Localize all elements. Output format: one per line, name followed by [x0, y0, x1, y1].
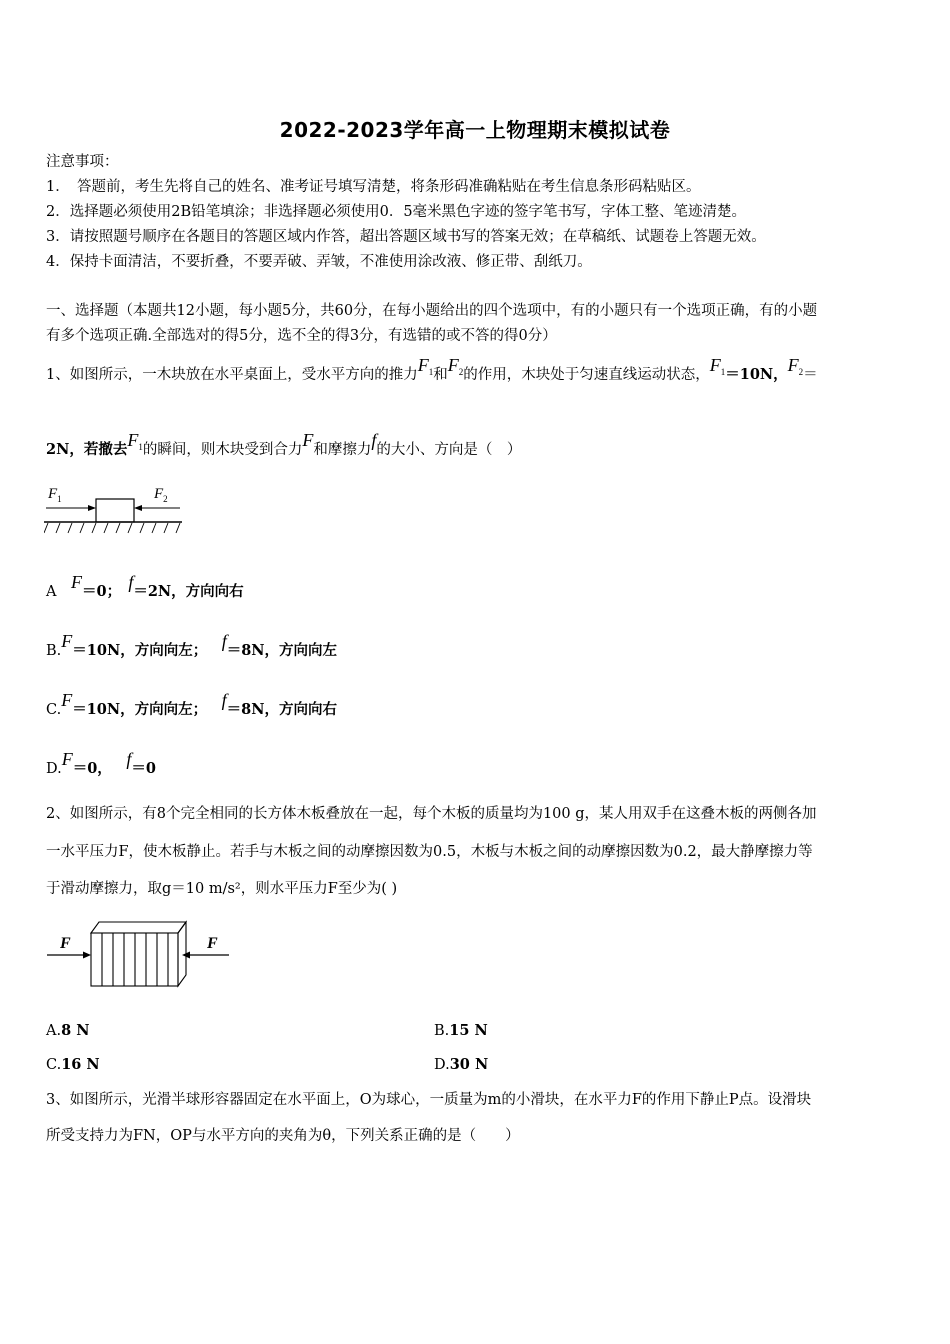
q3-stem-line2: 所受支持力为FN，OP与水平方向的夹角为θ，下列关系正确的是（ ） [46, 1128, 520, 1144]
section-heading-line1: 一、选择题（本题共12小题，每小题5分，共60分，在每小题给出的四个选项中，有的小题只有一个选项正确，有的小题 [46, 303, 818, 319]
var-f: f [126, 749, 132, 769]
var-f: f [371, 430, 377, 450]
q1-stem-line1: 1、如图所示，一木块放在水平桌面上，受水平方向的推力$F_1$和$F_2$的作用，木块处于匀速直线运动状态，$F_1=10N$，$F_2=$ [46, 355, 818, 383]
var-F2: $F_2$ [447, 355, 464, 377]
var-F: F [61, 749, 73, 769]
notice-item-2: 2．选择题必须使用2B铅笔填涂；非选择题必须使用0．5毫米黑色字迹的签字笔书写，字体工整、笔迹清楚。 [46, 204, 747, 220]
q2-stem-line1: 2、如图所示，有8个完全相同的长方体木板叠放在一起，每个木板的质量均为100 g，某人用双手在这叠木板的两侧各加 [46, 806, 817, 822]
fig-label-F2: $F_2$ [154, 486, 168, 504]
q2-option-c[interactable]: C.16 N [46, 1056, 100, 1073]
var-F: F [61, 631, 73, 651]
var-F2: $F_2$ [787, 355, 804, 377]
wood-block [96, 499, 134, 522]
page-title: 2022-2023学年高一上物理期末模拟试卷 [279, 118, 671, 142]
q1-option-d[interactable]: D.F＝0， f＝0 [46, 749, 156, 777]
section-heading-line2: 有多个选项正确.全部选对的得5分，选不全的得3分，有选错的或不答的得0分） [46, 328, 557, 344]
q2-stem-line3: 于滑动摩擦力，取g＝10 m/s²，则水平压力F至少为( ) [46, 881, 398, 897]
q2-boards-figure [44, 918, 234, 990]
q1-option-c[interactable]: C.F＝10N，方向向左； f＝8N，方向向右 [46, 690, 337, 718]
notice-item-4: 4．保持卡面清洁，不要折叠，不要弄破、弄皱，不准使用涂改液、修正带、刮纸刀。 [46, 254, 592, 270]
var-f: f [128, 572, 134, 592]
q2-option-b[interactable]: B.15 N [434, 1022, 488, 1039]
notice-heading: 注意事项： [46, 154, 119, 170]
fig-label-F1: $F_1$ [48, 486, 62, 504]
var-F: F [302, 430, 314, 450]
ground-hatching [44, 523, 180, 533]
q2-option-a[interactable]: A.8 N [46, 1022, 90, 1039]
var-f: f [221, 631, 227, 651]
q2-option-d[interactable]: D.30 N [434, 1056, 489, 1073]
fig-label-F-right: F [207, 935, 218, 952]
q1-block-figure [44, 483, 194, 539]
q1-option-a[interactable]: A F＝0； f＝2N，方向向右 [46, 572, 244, 600]
board-stack [91, 922, 186, 986]
notice-item-1: 1． 答题前，考生先将自己的姓名、准考证号填写清楚，将条形码准确粘贴在考生信息条形码粘贴区。 [46, 179, 701, 195]
fig-label-F-left: F [60, 935, 71, 952]
q2-stem-line2: 一水平压力F，使木板静止。若手与木板之间的动摩擦因数为0.5，木板与木板之间的动摩擦因数为0.2，最大静摩擦力等 [46, 844, 813, 860]
q3-stem-line1: 3、如图所示，光滑半球形容器固定在水平面上，O为球心，一质量为m的小滑块，在水平力F的作用下静止P点。设滑块 [46, 1092, 812, 1108]
var-F1: $F_1$ [127, 430, 143, 452]
q1-option-b[interactable]: B.F＝10N，方向向左； f＝8N，方向向左 [46, 631, 338, 659]
var-F: F [70, 572, 82, 592]
var-f: f [221, 690, 227, 710]
q1-stem-line2: 2N，若撤去$F_1$的瞬间，则木块受到合力F和摩擦力f的大小、方向是（ ） [46, 430, 522, 458]
var-F1: $F_1$ [709, 355, 726, 377]
notice-item-3: 3．请按照题号顺序在各题目的答题区域内作答，超出答题区域书写的答案无效；在草稿纸、试题卷上答题无效。 [46, 229, 766, 245]
var-F: F [61, 690, 73, 710]
var-F1: $F_1$ [417, 355, 434, 377]
